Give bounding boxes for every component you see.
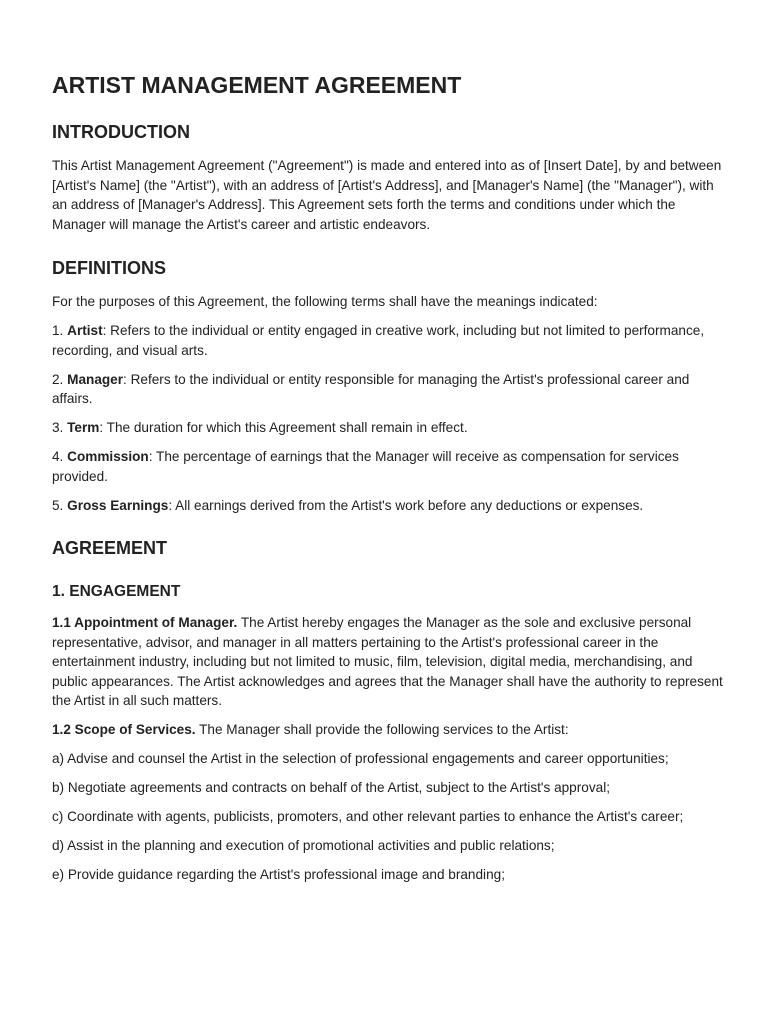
introduction-text: This Artist Management Agreement ("Agreement") is made and entered into as of [Insert Date], by and between [Artist's Name] (the "Artist"), with an address of [Artist's Address], and [Manager's Name] (the "Manager"), with an address of [Manager's Address]. This Agreement sets forth the terms and conditions under which the Manager will manage the Artist's career and artistic endeavors. — [52, 158, 722, 232]
introduction-section — [52, 120, 724, 234]
definition-text: : Refers to the individual or entity engaged in creative work, including but not limited to performance, recording, and visual arts. — [52, 323, 705, 358]
service-item-d: d) Assist in the planning and execution of promotional activities and public relations; — [52, 838, 555, 853]
definition-number: 2. — [52, 371, 68, 387]
definition-term: Gross Earnings — [67, 497, 169, 513]
definition-term: Term — [67, 420, 100, 435]
clause-1-1-text: The Artist hereby engages the Manager as the sole and exclusive personal representative, advisor, and manager in all matters pertaining to the Artist's professional career in the entertainment industry, including but not limited to music, film, television, digital media, merchandising, and public appearances. The Artist acknowledges and agrees that the Manager shall have the authority to represent the Artist in all such matters. — [52, 615, 723, 708]
agreement-heading: AGREEMENT — [52, 538, 168, 558]
clause-1-2-text: The Manager shall provide the following services to the Artist: — [195, 722, 569, 737]
document-title: ARTIST MANAGEMENT AGREEMENT — [52, 72, 462, 98]
definition-item — [52, 418, 724, 438]
definition-term: Commission — [67, 449, 149, 464]
document-page — [52, 70, 724, 894]
definition-term: Manager — [67, 371, 124, 387]
clause-1-1-label: 1.1 Appointment of Manager. — [52, 615, 238, 630]
definition-term: Artist — [67, 323, 103, 338]
definition-item — [52, 496, 724, 516]
clause-1-1 — [52, 613, 724, 711]
clause-1-2-label: 1.2 Scope of Services. — [52, 722, 196, 737]
definition-text: : Refers to the individual or entity responsible for managing the Artist's professional career and affairs. — [52, 371, 690, 406]
definition-text: : The duration for which this Agreement shall remain in effect. — [99, 420, 468, 435]
engagement-heading: 1. ENGAGEMENT — [52, 583, 181, 600]
service-item-a: a) Advise and counsel the Artist in the selection of professional engagements and career opportunities; — [52, 751, 669, 766]
definition-number: 3. — [52, 420, 68, 435]
clause-1-2 — [52, 720, 724, 740]
definitions-heading: DEFINITIONS — [52, 258, 167, 278]
agreement-section — [52, 536, 724, 885]
definition-item — [52, 447, 724, 486]
definition-item — [52, 321, 724, 360]
introduction-heading: INTRODUCTION — [52, 122, 190, 142]
definition-text: : The percentage of earnings that the Manager will receive as compensation for services provided. — [52, 449, 679, 484]
definition-number: 1. — [52, 323, 68, 338]
definition-item — [52, 370, 724, 409]
service-item-e: e) Provide guidance regarding the Artist's professional image and branding; — [52, 867, 505, 882]
definitions-section — [52, 256, 724, 515]
definitions-intro: For the purposes of this Agreement, the following terms shall have the meanings indicated: — [52, 294, 598, 309]
service-item-b: b) Negotiate agreements and contracts on behalf of the Artist, subject to the Artist's approval; — [52, 780, 610, 795]
definition-number: 4. — [52, 449, 68, 464]
definition-number: 5. — [52, 497, 68, 513]
definition-text: : All earnings derived from the Artist's work before any deductions or expenses. — [168, 497, 644, 513]
service-item-c: c) Coordinate with agents, publicists, promoters, and other relevant parties to enhance the Artist's career; — [52, 809, 684, 824]
